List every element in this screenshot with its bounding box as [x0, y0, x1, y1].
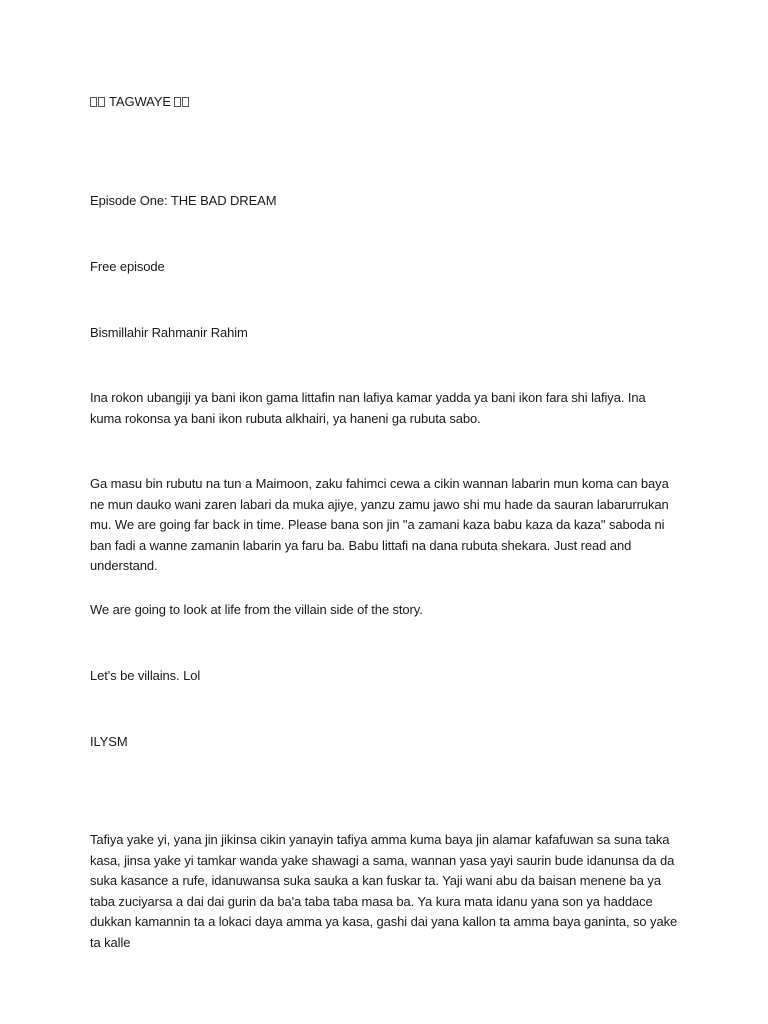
paragraph-intro-prayer: Ina rokon ubangiji ya bani ikon gama littafin nan lafiya kamar yadda ya bani ikon fara shi lafiya. Ina kuma rokonsa ya bani ikon rubuta alkhairi, ya haneni ga rubuta sabo.: [90, 390, 646, 426]
document-page: [90, 0, 690, 1024]
document-title: [90, 92, 680, 113]
paragraph-ilysm: ILYSM: [90, 734, 128, 749]
episode-heading: Episode One: THE BAD DREAM: [90, 193, 277, 208]
document-title-text: TAGWAYE: [109, 94, 171, 109]
paragraph-villain-side: We are going to look at life from the villain side of the story.: [90, 602, 423, 617]
paragraph-lets-be-villains: Let's be villains. Lol: [90, 668, 201, 683]
basmala-line: Bismillahir Rahmanir Rahim: [90, 325, 248, 340]
free-episode-label: Free episode: [90, 259, 165, 274]
paragraph-story-opening: Tafiya yake yi, yana jin jikinsa cikin yanayin tafiya amma kuma baya jin alamar kafafuwan sa suna taka kasa, jinsa yake yi tamkar wanda yake shawagi a sama, wannan yasa yayi saurin bude idanunsa da da suka kasance a rufe, idanuwansa suka sauka a kan fuskar ta. Yaji wani abu da baisan menene ba ya taba zuciyarsa a dai dai gurin da ba'a taba taba masa ba. Ya kura mata idanu yana son ya haddace dukkan kamannin ta a lokaci daya amma ya kasa, gashi dai yana kallon ta amma baya ganinta, so yake ta kalle: [90, 832, 678, 950]
paragraph-reader-note: Ga masu bin rubutu na tun a Maimoon, zaku fahimci cewa a cikin wannan labarin mun koma can baya ne mun dauko wani zaren labari da muka ajiye, yanzu zamu jawo shi mu hade da sauran labarurrukan mu. We are going far back in time. Please bana son jin "a zamani kaza babu kaza da kaza" saboda ni ban fadi a wanne zamanin labarin ya faru ba. Babu littafi na dana rubuta shekara. Just read and understand.: [90, 476, 669, 573]
missing-glyph-right-icon: [174, 92, 190, 113]
missing-glyph-left-icon: [90, 92, 106, 113]
